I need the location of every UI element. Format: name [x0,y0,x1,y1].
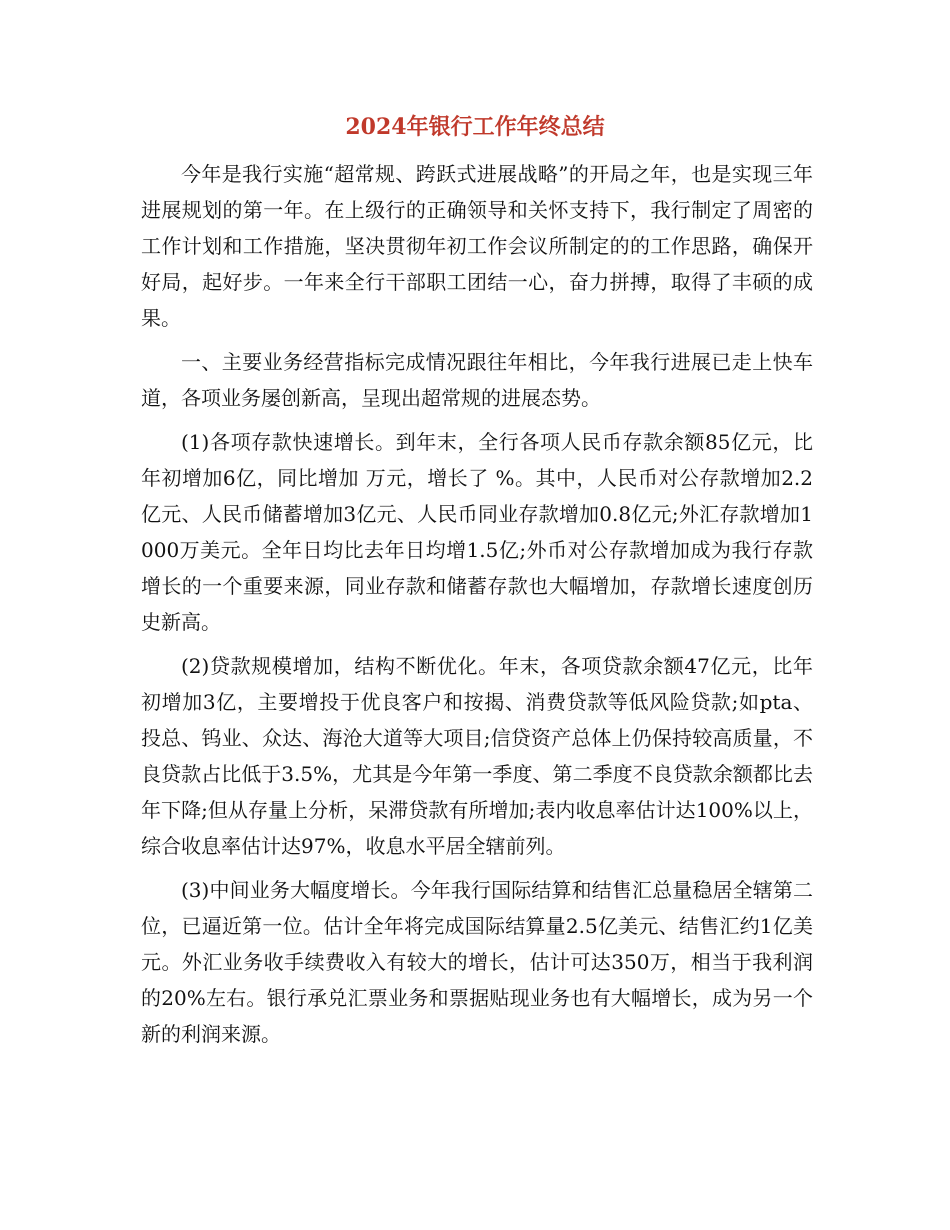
paragraph-loans: (2)贷款规模增加，结构不断优化。年末，各项贷款余额47亿元，比年初增加3亿，主要增投于优良客户和按揭、消费贷款等低风险贷款;如pta、投总、钨业、众达、海沧大道等大项目;信贷资产总体上仍保持较高质量，不良贷款占比低于3.5%，尤其是今年第一季度、第二季度不良贷款余额都比去年下降;但从存量上分析，呆滞贷款有所增加;表内收息率估计达100%以上，综合收息率估计达97%，收息水平居全辖前列。 [141,654,813,858]
paragraph-section-1: 一、主要业务经营指标完成情况跟往年相比，今年我行进展已走上快车道，各项业务屡创新高，呈现出超常规的进展态势。 [141,350,813,410]
paragraph-intro: 今年是我行实施“超常规、跨跃式进展战略”的开局之年，也是实现三年进展规划的第一年。在上级行的正确领导和关怀支持下，我行制定了周密的工作计划和工作措施，坚决贯彻年初工作会议所制定的的工作思路，确保开好局，起好步。一年来全行干部职工团结一心，奋力拼搏，取得了丰硕的成果。 [141,162,813,330]
paragraph-intermediate-business: (3)中间业务大幅度增长。今年我行国际结算和结售汇总量稳居全辖第二位，已逼近第一位。估计全年将完成国际结算量2.5亿美元、结售汇约1亿美元。外汇业务收手续费收入有较大的增长，估计可达350万，相当于我利润的20%左右。银行承兑汇票业务和票据贴现业务也有大幅增长，成为另一个新的利润来源。 [141,878,813,1046]
document-body [141,156,813,1060]
document-title: 2024年银行工作年终总结 [345,114,605,140]
paragraph-deposits: (1)各项存款快速增长。到年末，全行各项人民币存款余额85亿元，比年初增加6亿，同比增加 万元，增长了 %。其中，人民币对公存款增加2.2亿元、人民币储蓄增加3亿元、人民币同业存款增加0.8亿元;外汇存款增加1000万美元。全年日均比去年日均增1.5亿;外币对公存款增加成为我行存款增长的一个重要来源，同业存款和储蓄存款也大幅增加，存款增长速度创历史新高。 [141,430,813,634]
